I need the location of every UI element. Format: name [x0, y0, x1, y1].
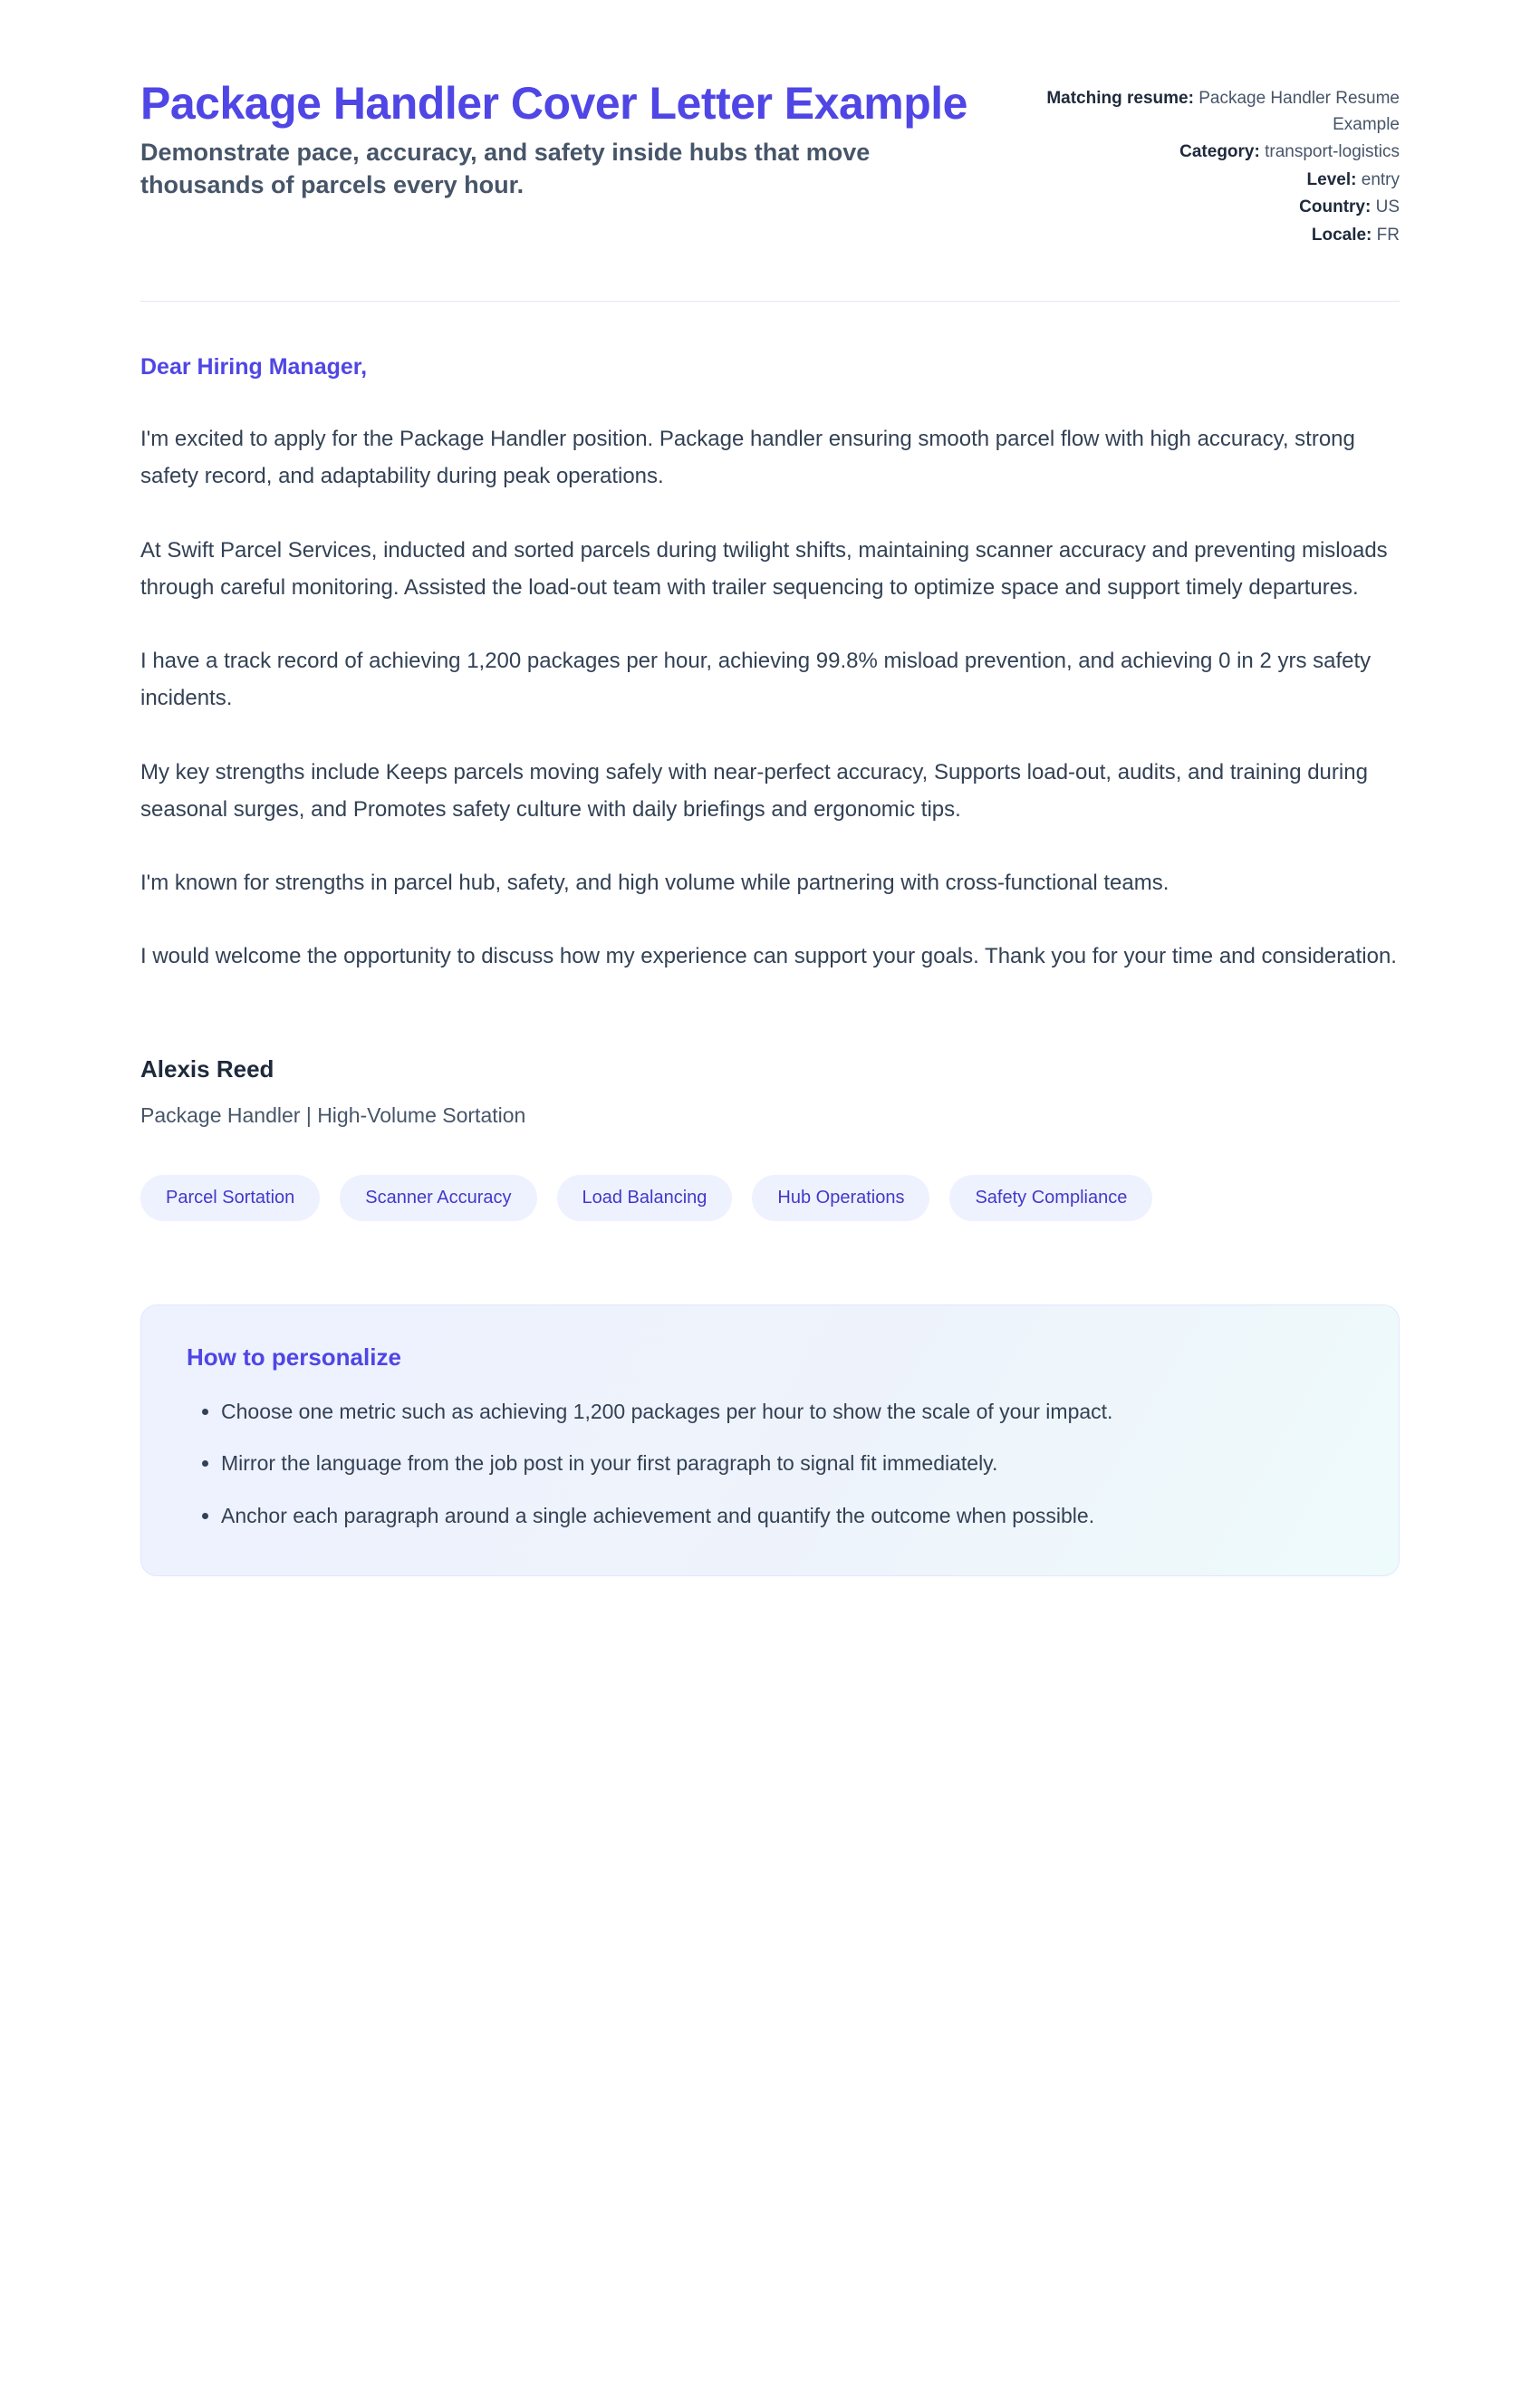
list-item: • Mirror the language from the job post in your first paragraph to signal fit immediately.: [221, 1447, 1353, 1481]
letter-paragraph: At Swift Parcel Services, inducted and sorted parcels during twilight shifts, maintaining scanner accuracy and preventing misloads through careful monitoring. Assisted the load-out team with trailer sequencing to optimize space and support timely departures.: [140, 537, 1388, 600]
meta-value: FR: [1376, 225, 1400, 245]
callout-list: [187, 1395, 1353, 1534]
header-text-block: [140, 77, 976, 202]
meta-row-category: [1012, 140, 1400, 166]
meta-label: Locale:: [1311, 225, 1372, 245]
document-metadata: [1012, 77, 1400, 250]
signature-block: [140, 1055, 1400, 1128]
page-subtitle: Demonstrate pace, accuracy, and safety inside hubs that move thousands of parcels every hour.: [140, 139, 871, 199]
signature-name: Alexis Reed: [140, 1054, 274, 1083]
how-to-personalize-callout: [140, 1304, 1400, 1576]
skill-tag-list: [140, 1175, 1400, 1221]
page-title: Package Handler Cover Letter Example: [140, 78, 967, 129]
letter-paragraph: I'm known for strengths in parcel hub, safety, and high volume while partnering with cross-functional teams.: [140, 871, 1169, 896]
meta-label: Matching resume:: [1046, 89, 1194, 108]
letter-salutation: Dear Hiring Manager,: [140, 354, 368, 380]
meta-label: Category:: [1179, 142, 1260, 161]
letter-paragraph: I have a track record of achieving 1,200 packages per hour, achieving 99.8% misload prevention, and achieving 0 in 2 yrs safety incidents.: [140, 649, 1372, 711]
skill-tag[interactable]: Safety Compliance: [949, 1175, 1152, 1221]
list-item: • Choose one metric such as achieving 1,200 packages per hour to show the scale of your impact.: [221, 1395, 1353, 1430]
list-item: • Anchor each paragraph around a single achievement and quantify the outcome when possible.: [221, 1499, 1353, 1534]
skill-tag[interactable]: Parcel Sortation: [140, 1175, 320, 1221]
meta-row-level: [1012, 168, 1400, 194]
callout-title: How to personalize: [187, 1343, 401, 1371]
letter-paragraph: I would welcome the opportunity to discuss how my experience can support your goals. Thank you for your time and consideration.: [140, 944, 1397, 969]
meta-value: entry: [1361, 169, 1400, 189]
meta-value: transport-logistics: [1265, 142, 1400, 161]
cover-letter-body: [140, 302, 1400, 976]
letter-paragraph: I'm excited to apply for the Package Handler position. Package handler ensuring smooth parcel flow with high accuracy, strong safety record, and adaptability during peak operations.: [140, 427, 1355, 489]
meta-row-locale: [1012, 223, 1400, 249]
skill-tag[interactable]: Hub Operations: [752, 1175, 929, 1221]
meta-value: US: [1375, 197, 1400, 217]
meta-label: Country:: [1299, 197, 1372, 217]
document-header: [140, 54, 1400, 250]
skill-tag[interactable]: Load Balancing: [557, 1175, 733, 1221]
meta-label: Level:: [1306, 169, 1357, 189]
skill-tag[interactable]: Scanner Accuracy: [340, 1175, 536, 1221]
meta-value: Package Handler Resume Example: [1198, 89, 1400, 134]
meta-row-matching-resume: [1012, 86, 1400, 138]
meta-row-country: [1012, 195, 1400, 221]
letter-paragraph: My key strengths include Keeps parcels moving safely with near-perfect accuracy, Supports load-out, audits, and training during seasonal surges, and Promotes safety culture with daily briefings and ergonomic tips.: [140, 759, 1368, 822]
signature-role: Package Handler | High-Volume Sortation: [140, 1102, 526, 1127]
